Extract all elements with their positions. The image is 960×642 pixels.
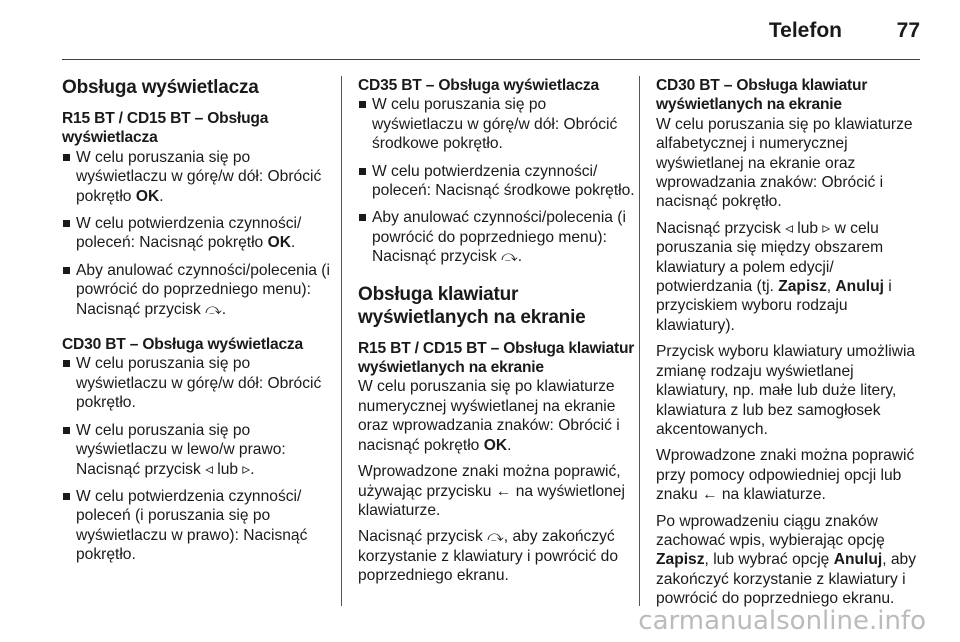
page-title: Telefon (768, 19, 842, 42)
subsection-heading: CD35 BT – Obsługa wyświetlacza (358, 77, 599, 94)
paragraph: Nacisnąć przycisk ◃ lub ▹ w celu poruszania się między obszarem klawiatury a polem edycji/ potwierdzania (tj. Zapisz, Anuluj i przyciskiem wyboru rodzaju klawiatury). (656, 219, 892, 334)
paragraph: Nacisnąć przycisk ⤼, aby zakończyć korzystanie z klawiatury i powrócić do poprzedniego ekranu. (358, 528, 618, 585)
subsection-heading: CD30 BT – Obsługa wyświetlacza (62, 336, 303, 354)
watermark: carmanualsonline.info (638, 606, 926, 636)
list-item: W celu poruszania się po wyświetlaczu w lewo/w prawo: Nacisnąć przycisk ◃ lub ▹. (62, 421, 334, 479)
subsection-heading: R15 BT / CD15 BT – Obsługa klawiatur wyświetlanych na ekranie (358, 339, 635, 377)
list-item: W celu poruszania się po wyświetlaczu w górę/w dół: Obrócić środkowe pokrętło. (358, 95, 638, 153)
list-item: W celu potwierdzenia czynności/ poleceń: Nacisnąć pokrętło OK. (62, 214, 334, 253)
section-heading: Obsługa wyświetlacza (62, 77, 259, 98)
column-divider (639, 76, 640, 606)
subsection-heading: R15 BT / CD15 BT – Obsługa wyświetlacza (62, 110, 269, 147)
header-rule (62, 59, 920, 60)
column-divider (341, 76, 342, 606)
list-item: Aby anulować czynności/polecenia (i powrócić do poprzedniego menu): Nacisnąć przycisk ⤼. (62, 261, 334, 319)
subsection-heading: CD30 BT – Obsługa klawiatur wyświetlanych na ekranie (656, 77, 868, 114)
paragraph: W celu poruszania się po klawiaturze numerycznej wyświetlanej na ekranie oraz wprowadzania znaków: Obrócić i nacisnąć pokrętło OK. (358, 378, 620, 454)
page-header (0, 0, 960, 60)
list-item: W celu potwierdzenia czynności/ poleceń (i poruszania się po wyświetlaczu w prawo): Nacisnąć pokrętło. (62, 487, 334, 565)
column-2 (358, 76, 638, 593)
bullet-list (358, 95, 638, 266)
paragraph: Po wprowadzeniu ciągu znaków zachować wpis, wybierając opcję Zapisz, lub wybrać opcję Anuluj, aby zakończyć korzystanie z klawiatury i powrócić do poprzedniego ekranu. (656, 512, 917, 608)
list-item: W celu poruszania się po wyświetlaczu w górę/w dół: Obrócić pokrętło OK. (62, 148, 334, 206)
section-heading: Obsługa klawiatur wyświetlanych na ekranie (358, 283, 586, 328)
page-number: 77 (896, 19, 920, 42)
paragraph: Przycisk wyboru klawiatury umożliwia zmianę rodzaju wyświetlanej klawiatury, np. małe lub duże litery, klawiatura z lub bez samogłosek akcentowanych. (656, 343, 916, 438)
bullet-list (62, 148, 334, 319)
column-3 (656, 76, 928, 616)
list-item: W celu potwierdzenia czynności/ poleceń: Nacisnąć środkowe pokrętło. (358, 162, 638, 201)
column-1 (62, 76, 334, 581)
paragraph: Wprowadzone znaki można poprawić przy pomocy odpowiedniej opcji lub znaku ← na klawiaturze. (656, 447, 915, 504)
list-item: Aby anulować czynności/polecenia (i powrócić do poprzedniego menu): Nacisnąć przycisk ⤼. (358, 208, 638, 266)
paragraph: W celu poruszania się po klawiaturze alfabetycznej i numerycznej wyświetlanej na ekranie oraz wprowadzania znaków: Obrócić i nacisnąć pokrętło. (656, 115, 913, 211)
list-item: W celu poruszania się po wyświetlaczu w górę/w dół: Obrócić pokrętło. (62, 354, 334, 412)
paragraph: Wprowadzone znaki można poprawić, używając przycisku ← na wyświetlonej klawiaturze. (358, 463, 625, 519)
bullet-list (62, 354, 334, 564)
